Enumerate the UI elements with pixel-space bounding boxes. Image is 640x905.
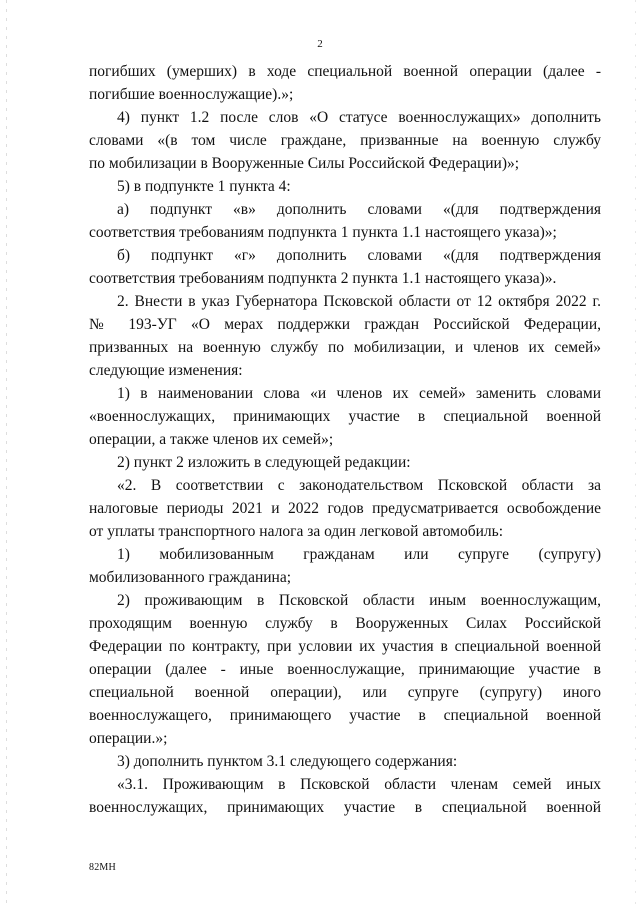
text-line: а) подпункт «в» дополнить словами «(для подтверждения [117,201,601,218]
text-line: погибшие военнослужащие).»; [89,86,294,103]
text-line: военнослужащих, принимающих участие в специальной военной [89,799,601,816]
text-line: операции (далее - иные военнослужащие, принимающие участие в [89,661,601,678]
text-line: операции.»; [89,730,168,747]
document-body [89,60,601,819]
scan-edge-right [635,0,636,905]
text-line: от уплаты транспортного налога за один легковой автомобиль: [89,523,504,540]
scan-edge-left [6,0,7,905]
page-number: 2 [317,38,323,50]
text-line: специальной военной операции), или супруге (супругу) иного [89,684,601,701]
text-line: мобилизованного гражданина; [89,569,292,586]
text-line: 2) проживающим в Псковской области иным военнослужащим, [117,592,601,609]
text-line: «2. В соответствии с законодательством Псковской области за [117,477,601,494]
text-line: проходящим военную службу в Вооруженных Силах Российской [89,615,601,632]
text-line: б) подпункт «г» дополнить словами «(для подтверждения [117,247,601,264]
text-line: 2) пункт 2 изложить в следующей редакции: [117,454,411,471]
text-line: операции, а также членов их семей»; [89,431,334,448]
text-line: 2. Внести в указ Губернатора Псковской области от 12 октября 2022 г. [117,293,601,310]
text-line: Федерации по контракту, при условии их участия в специальной военной [89,638,601,655]
text-line: 3) дополнить пунктом 3.1 следующего содержания: [117,753,458,770]
text-line: военнослужащего, принимающего участие в специальной военной [89,707,601,724]
text-line: призванных на военную службу по мобилизации, и членов их семей» [89,339,601,356]
text-line: «военнослужащих, принимающих участие в специальной военной [89,408,601,425]
text-line: соответствия требованиям подпункта 2 пункта 1.1 настоящего указа)». [89,270,557,287]
text-line: «3.1. Проживающим в Псковской области членам семей иных [117,776,601,793]
text-line: № 193-УГ «О мерах поддержки граждан Российской Федерации, [89,316,601,333]
text-line: 5) в подпункте 1 пункта 4: [117,178,291,195]
text-line: 4) пункт 1.2 после слов «О статусе военнослужащих» дополнить [117,109,601,126]
text-line: 1) в наименовании слова «и членов их семей» заменить словами [117,385,601,402]
text-line: налоговые периоды 2021 и 2022 годов предусматривается освобождение [89,500,601,517]
text-line: погибших (умерших) в ходе специальной военной операции (далее - [89,63,601,80]
text-line: словами «(в том числе граждане, призванные на военную службу [89,132,601,149]
text-line: соответствия требованиям подпункта 1 пункта 1.1 настоящего указа)»; [89,224,557,241]
footer-code: 82МН [89,862,116,873]
text-line: по мобилизации в Вооруженные Силы Российской Федерации)»; [89,155,520,172]
text-line: следующие изменения: [89,362,243,379]
text-line: 1) мобилизованным гражданам или супруге (супругу) [117,546,601,563]
